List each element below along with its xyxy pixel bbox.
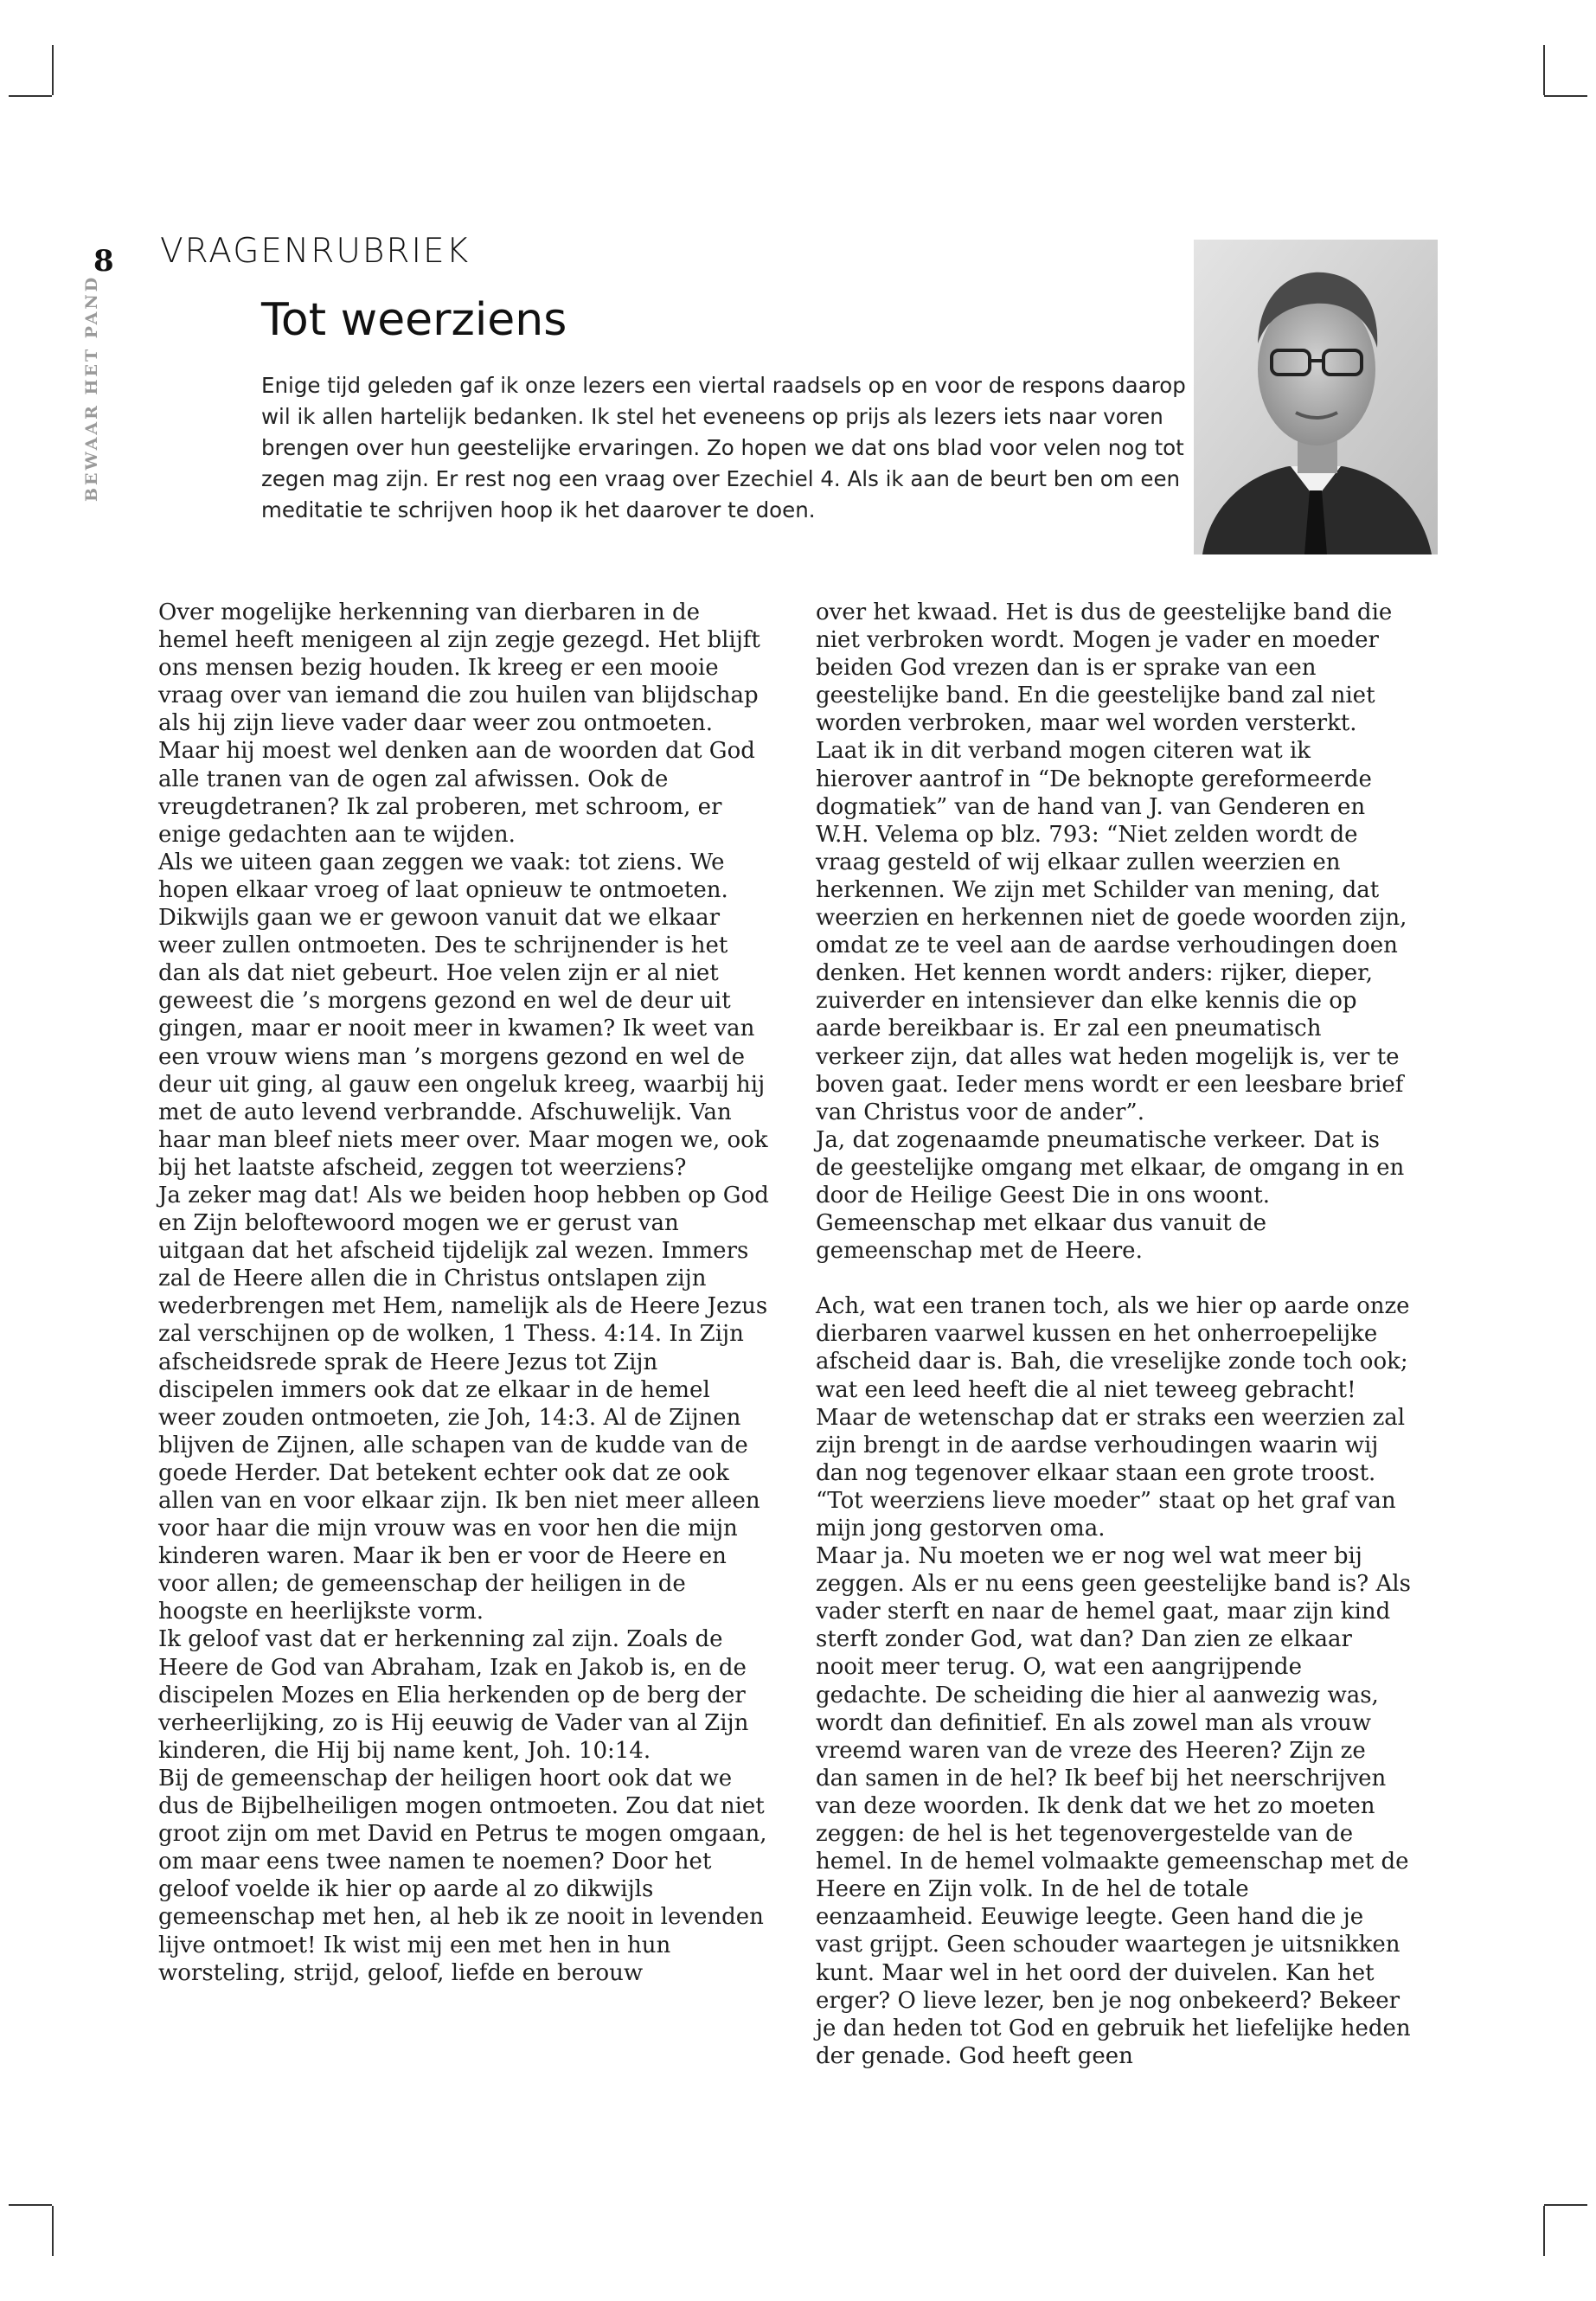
author-portrait: [1194, 240, 1438, 554]
crop-mark-bottom-right-h: [1544, 2204, 1587, 2206]
left-column: [158, 599, 769, 1987]
paragraph: Ja, dat zogenaamde pneumatische verkeer. Dat is de geestelijke omgang met elkaar, de omgang in en door de Heilige Geest Die in ons woont. Gemeenschap met elkaar dus vanuit de gemeenschap met de Heere.: [816, 1126, 1405, 1265]
right-column: [816, 599, 1413, 2070]
crop-mark-bottom-right: [1543, 2206, 1545, 2256]
paragraph: Ik geloof vast dat er herkenning zal zijn. Zoals de Heere de God van Abraham, Izak en Jakob is, en de discipelen Mozes en Elia herkenden op de berg der verheerlijking, zo is Hij eeuwig de Vader van al Zijn kinderen, die Hij bij name kent, Joh. 10:14.: [158, 1626, 749, 1764]
paragraph: Ach, wat een tranen toch, als we hier op aarde onze dierbaren vaarwel kussen en het onherroepelijke afscheid daar is. Bah, die vreselijke zonde toch ook; wat een leed heeft die al niet teweeg gebracht! Maar de wetenschap dat er straks een weerzien zal zijn brengt in de aardse verhoudingen waarin wij dan nog tegenover elkaar staan een grote troost. “Tot weerziens lieve moeder” staat op het graf van mijn jong gestorven oma.: [816, 1293, 1410, 1541]
author-portrait-graphic: [1194, 240, 1438, 554]
paragraph: Laat ik in dit verband mogen citeren wat ik hierover aantrof in “De beknopte gereformeerde dogmatiek” van de hand van J. van Genderen en W.H. Velema op blz. 793: “Niet zelden wordt de vraag gesteld of wij elkaar zullen weerzien en herkennen. We zijn met Schilder van mening, dat weerzien en herkennen niet de goede woorden zijn, omdat ze te veel aan de aardse verhoudingen doen denken. Het kennen wordt anders: rijker, dieper, zuiverder en intensiever dan elke kennis die op aarde bereikbaar is. Er zal een pneumatisch verkeer zijn, dat alles wat heden mogelijk is, ver te boven gaat. Ieder mens wordt er een leesbare brief van Christus voor de ander”.: [816, 738, 1407, 1125]
crop-mark-bottom-left-h: [9, 2204, 52, 2206]
paragraph: Over mogelijke herkenning van dierbaren in de hemel heeft menigeen al zijn zegje gezegd. Het blijft ons mensen bezig houden. Ik kreeg er een mooie vraag over van iemand die zou huilen van blijdschap als hij zijn lieve vader daar weer zou ontmoeten. Maar hij moest wel denken aan de woorden dat God alle tranen van de ogen zal afwissen. Ook de vreugdetranen? Ik zal proberen, met schroom, er enige gedachten aan te wijden.: [158, 599, 760, 848]
crop-mark-top-left-h: [9, 95, 52, 97]
paragraph: Maar ja. Nu moeten we er nog wel wat meer bij zeggen. Als er nu eens geen geestelijke band is? Als vader sterft en naar de hemel gaat, maar zijn kind sterft zonder God, wat dan? Dan zien ze elkaar nooit meer terug. O, wat een aangrijpende gedachte. De scheiding die hier al aanwezig was, wordt dan definitief. En als zowel man als vrouw vreemd waren van de vreze des Heeren? Zijn ze dan samen in de hel? Ik beef bij het neerschrijven van deze woorden. Ik denk dat we het zo moeten zeggen: de hel is het tegenovergestelde van de hemel. In de hemel volmaakte gemeenschap met de Heere en Zijn volk. In de hel de totale eenzaamheid. Eeuwige leegte. Geen hand die je vast grijpt. Geen schouder waartegen je uitsnikken kunt. Maar wel in het oord der duivelen. Kan het erger? O lieve lezer, ben je nog onbekeerd? Bekeer je dan heden tot God en gebruik het liefelijke heden der genade. God heeft geen: [816, 1543, 1411, 2069]
page-number: 8: [93, 244, 114, 279]
paragraph: Ja zeker mag dat! Als we beiden hoop hebben op God en Zijn beloftewoord mogen we er gerust van uitgaan dat het afscheid tijdelijk zal wezen. Immers zal de Heere allen die in Christus ontslapen zijn wederbrengen met Hem, namelijk als de Heere Jezus zal verschijnen op de wolken, 1 Thess. 4:14. In Zijn afscheidsrede sprak de Heere Jezus tot Zijn discipelen immers ook dat ze elkaar in de hemel weer zouden ontmoeten, zie Joh, 14:3. Al de Zijnen blijven de Zijnen, alle schapen van de kudde van de goede Herder. Dat betekent echter ook dat ze ook allen van en voor elkaar zijn. Ik ben niet meer alleen voor haar die mijn vrouw was en voor hen die mijn kinderen waren. Maar ik ben er voor de Heere en voor allen; de gemeenschap der heiligen in de hoogste en heerlijkste vorm.: [158, 1182, 769, 1625]
article-intro: Enige tijd geleden gaf ik onze lezers een viertal raadsels op en voor de respons daarop wil ik allen hartelijk bedanken. Ik stel het eveneens op prijs als lezers iets naar voren brengen over hun geestelijke ervaringen. Zo hopen we dat ons blad voor velen nog tot zegen mag zijn. Er rest nog een vraag over Ezechiel 4. Als ik aan de beurt ben om een meditatie te schrijven hoop ik het daarover te doen.: [261, 373, 1186, 522]
crop-mark-top-right: [1543, 45, 1545, 95]
section-heading: VRAGENRUBRIEK: [160, 232, 471, 271]
crop-mark-bottom-left: [52, 2206, 54, 2256]
paragraph: over het kwaad. Het is dus de geestelijke band die niet verbroken wordt. Mogen je vader en moeder beiden God vrezen dan is er sprake van een geestelijke band. En die geestelijke band zal niet worden verbroken, maar wel worden versterkt.: [816, 599, 1393, 737]
crop-mark-top-right-h: [1544, 95, 1587, 97]
article-title: Tot weerziens: [261, 294, 567, 346]
paragraph: Als we uiteen gaan zeggen we vaak: tot ziens. We hopen elkaar vroeg of laat opnieuw te ontmoeten. Dikwijls gaan we er gewoon vanuit dat we elkaar weer zullen ontmoeten. Des te schrijnender is het dan als dat niet gebeurt. Hoe velen zijn er al niet geweest die ’s morgens gezond en wel de deur uit gingen, maar er nooit meer in kwamen? Ik weet van een vrouw wiens man ’s morgens gezond en wel de deur uit ging, al gauw een ongeluk kreeg, waarbij hij met de auto levend verbrandde. Afschuwelijk. Van haar man bleef niets meer over. Maar mogen we, ook bij het laatste afscheid, zeggen tot weerziens?: [158, 849, 768, 1181]
article-body: [158, 599, 1456, 2069]
paragraph: Bij de gemeenschap der heiligen hoort ook dat we dus de Bijbelheiligen mogen ontmoeten. Zou dat niet groot zijn om met David en Petrus te mogen omgaan, om maar eens twee namen te noemen? Door het geloof voelde ik hier op aarde al zo dikwijls gemeenschap met hen, al heb ik ze nooit in levenden lijve ontmoet! Ik wist mij een met hen in hun worsteling, strijd, geloof, liefde en berouw: [158, 1765, 767, 1986]
crop-mark-top-left: [52, 45, 54, 95]
publication-side-label: BEWAAR HET PAND: [82, 274, 101, 502]
